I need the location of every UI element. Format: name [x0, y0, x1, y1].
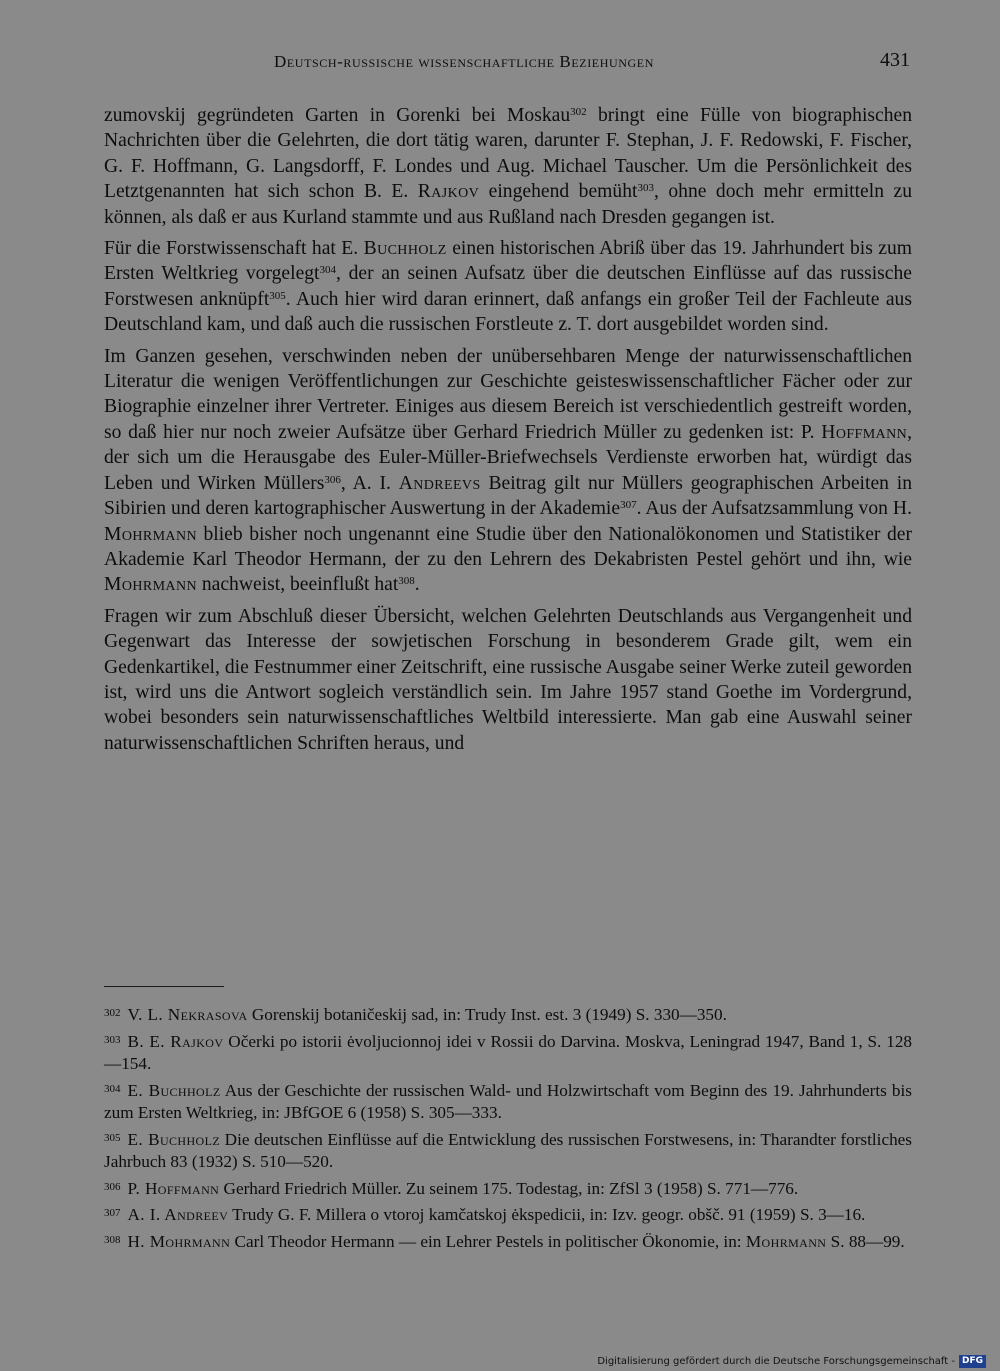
- footnote-ref: 303: [637, 182, 654, 195]
- footnote-number: 303: [104, 1033, 121, 1046]
- footnotes: [104, 1002, 912, 1255]
- paragraph-3: Im Ganzen gesehen, verschwinden neben der unübersehbaren Menge der naturwissenschaftlichen Literatur die wenigen Veröffentlichungen zur Geschichte geisteswissenschaftlicher Fächer oder zur Biographie einzelner ihrer Vertreter. Einiges aus diesem Bereich ist verschiedentlich gestreift worden, so daß hier nur noch zweier Aufsätze über Gerhard Friedrich Müller zu gedenken ist: P. Hoffmann, der sich um die Herausgabe des Euler-Müller-Briefwechsels Verdienste erworben hat, würdigt das Leben und Wirken Müllers$^{306}$, A. I. Andreevs Beitrag gilt nur Müllers geographischen Arbeiten in Sibirien und deren kartographischer Auswertung in der Akademie$^{307}$. Aus der Aufsatzsammlung von H. Mohrmann blieb bisher noch ungenannt eine Studie über den Nationalökonomen und Statistiker der Akademie Karl Theodor Hermann, der zu den Lehrern des Dekabristen Pestel gehört und ihn, wie Mohrmann nachweist, beeinflußt hat$^{308}$.: [104, 345, 913, 596]
- footnote-ref: 306: [324, 473, 341, 486]
- credit-text: Digitalisierung gefördert durch die Deutsche Forschungsgemeinschaft -: [597, 1356, 955, 1367]
- footnote-author: A. I. Andreev: [127, 1205, 229, 1224]
- footnote-author: V. L. Nekrasova: [127, 1005, 248, 1024]
- footnote-number: 304: [104, 1082, 121, 1095]
- author-name: Buchholz: [363, 238, 447, 260]
- footnote-author: E. Buchholz: [127, 1129, 221, 1149]
- footnote-author: Mohrmann: [745, 1231, 827, 1251]
- footnote-number: 305: [104, 1131, 121, 1144]
- footnote-number: 306: [104, 1180, 121, 1193]
- page-header: [104, 49, 910, 80]
- digitization-credit: [597, 1355, 986, 1368]
- footnote-ref: 308: [398, 575, 415, 588]
- footnote-number: 302: [104, 1007, 121, 1019]
- footnote: $^{303}$ B. E. Rajkov Očerki po istorii ėvoljucionnoj idei v Rossii do Darvina. Moskva, Leningrad 1947, Band 1, S. 128—154.: [104, 1031, 913, 1073]
- footnote-ref: 307: [620, 499, 637, 512]
- footnote-ref: 302: [570, 106, 587, 118]
- paragraph-2: Für die Forstwissenschaft hat E. Buchholz einen historischen Abriß über das 19. Jahrhundert bis zum Ersten Weltkrieg vorgelegt$^{304}$, der an seinen Aufsatz über die deutschen Einflüsse auf das russische Forstwesen anknüpft$^{305}$. Auch hier wird daran erinnert, daß anfangs ein großer Teil der Fachleute aus Deutschland kam, und daß auch die russischen Forstleute z. T. dort ausgebildet worden sind.: [104, 238, 912, 336]
- footnote: $^{307}$ A. I. Andreev Trudy G. F. Millera o vtoroj kamčatskoj ėkspedicii, in: Izv. geogr. obšč. 91 (1959) S. 3—16.: [104, 1205, 866, 1224]
- author-name: Mohrmann: [104, 574, 197, 596]
- footnote: $^{306}$ P. Hoffmann Gerhard Friedrich Müller. Zu seinem 175. Todestag, in: ZfSl 3 (1958) S. 771—776.: [104, 1178, 799, 1198]
- author-name: Hoffmann: [821, 421, 908, 443]
- paragraph-4: Fragen wir zum Abschluß dieser Übersicht, welchen Gelehrten Deutschlands aus Vergangenheit und Gegenwart das Interesse der sowjetischen Forschung in besonderem Grade gilt, wem ein Gedenkartikel, die Festnummer einer Zeitschrift, eine russische Ausgabe seiner Werke zuteil geworden ist, wird uns die Antwort sogleich verständlich sein. Im Jahre 1957 stand Goethe im Vordergrund, wobei besonders sein naturwissenschaftliches Weltbild interessierte. Man gab eine Auswahl seiner naturwissenschaftlichen Schriften heraus, und: [104, 605, 912, 754]
- running-title: Deutsch-russische wissenschaftliche Beziehungen: [274, 52, 654, 71]
- footnote-ref: 305: [269, 289, 286, 302]
- footnote: $^{308}$ H. Mohrmann Carl Theodor Hermann — ein Lehrer Pestels in politischer Ökonomie, in: Mohrmann S. 88—99.: [104, 1231, 905, 1251]
- footnote: $^{305}$ E. Buchholz Die deutschen Einflüsse auf die Entwicklung des russischen Forstwesens, in: Tharandter forstliches Jahrbuch 83 (1932) S. 510—520.: [104, 1129, 912, 1171]
- footnote: $^{304}$ E. Buchholz Aus der Geschichte der russischen Wald- und Holzwirtschaft vom Beginn des 19. Jahrhunderts bis zum Ersten Weltkrieg, in: JBfGOE 6 (1958) S. 305—333.: [104, 1080, 912, 1122]
- footnote-divider: [104, 986, 224, 987]
- footnote-author: E. Buchholz: [127, 1080, 221, 1100]
- footnote-author: H. Mohrmann: [127, 1231, 231, 1251]
- author-name: Rajkov: [417, 181, 480, 203]
- footnote-number: 308: [104, 1233, 121, 1246]
- footnote-author: P. Hoffmann: [127, 1178, 220, 1198]
- footnote-ref: 304: [319, 264, 337, 277]
- footnote: $^{302}$ V. L. Nekrasova Gorenskij botaničeskij sad, in: Trudy Inst. est. 3 (1949) S. 330—350.: [104, 1005, 727, 1024]
- footnote-number: 307: [104, 1207, 121, 1219]
- paragraph-1: zumovskij gegründeten Garten in Gorenki bei Moskau$^{302}$ bringt eine Fülle von biographischen Nachrichten über die Gelehrten, die dort tätig waren, darunter F. Stephan, J. F. Redowski, F. Fischer, G. F. Hoffmann, G. Langsdorff, F. Londes und Aug. Michael Tauscher. Um die Persönlichkeit des Letztgenannten hat sich schon B. E. Rajkov eingehend bemüht$^{303}$, ohne doch mehr ermitteln zu können, als daß er aus Kurland stammte und aus Rußland nach Dresden gegangen ist.: [104, 105, 912, 228]
- author-name: Mohrmann: [104, 523, 197, 545]
- author-name: Andreevs: [398, 472, 481, 494]
- body-text: [104, 103, 912, 762]
- dfg-logo: DFG: [959, 1355, 986, 1368]
- footnote-author: B. E. Rajkov: [127, 1031, 224, 1051]
- page-number: 431: [880, 49, 910, 71]
